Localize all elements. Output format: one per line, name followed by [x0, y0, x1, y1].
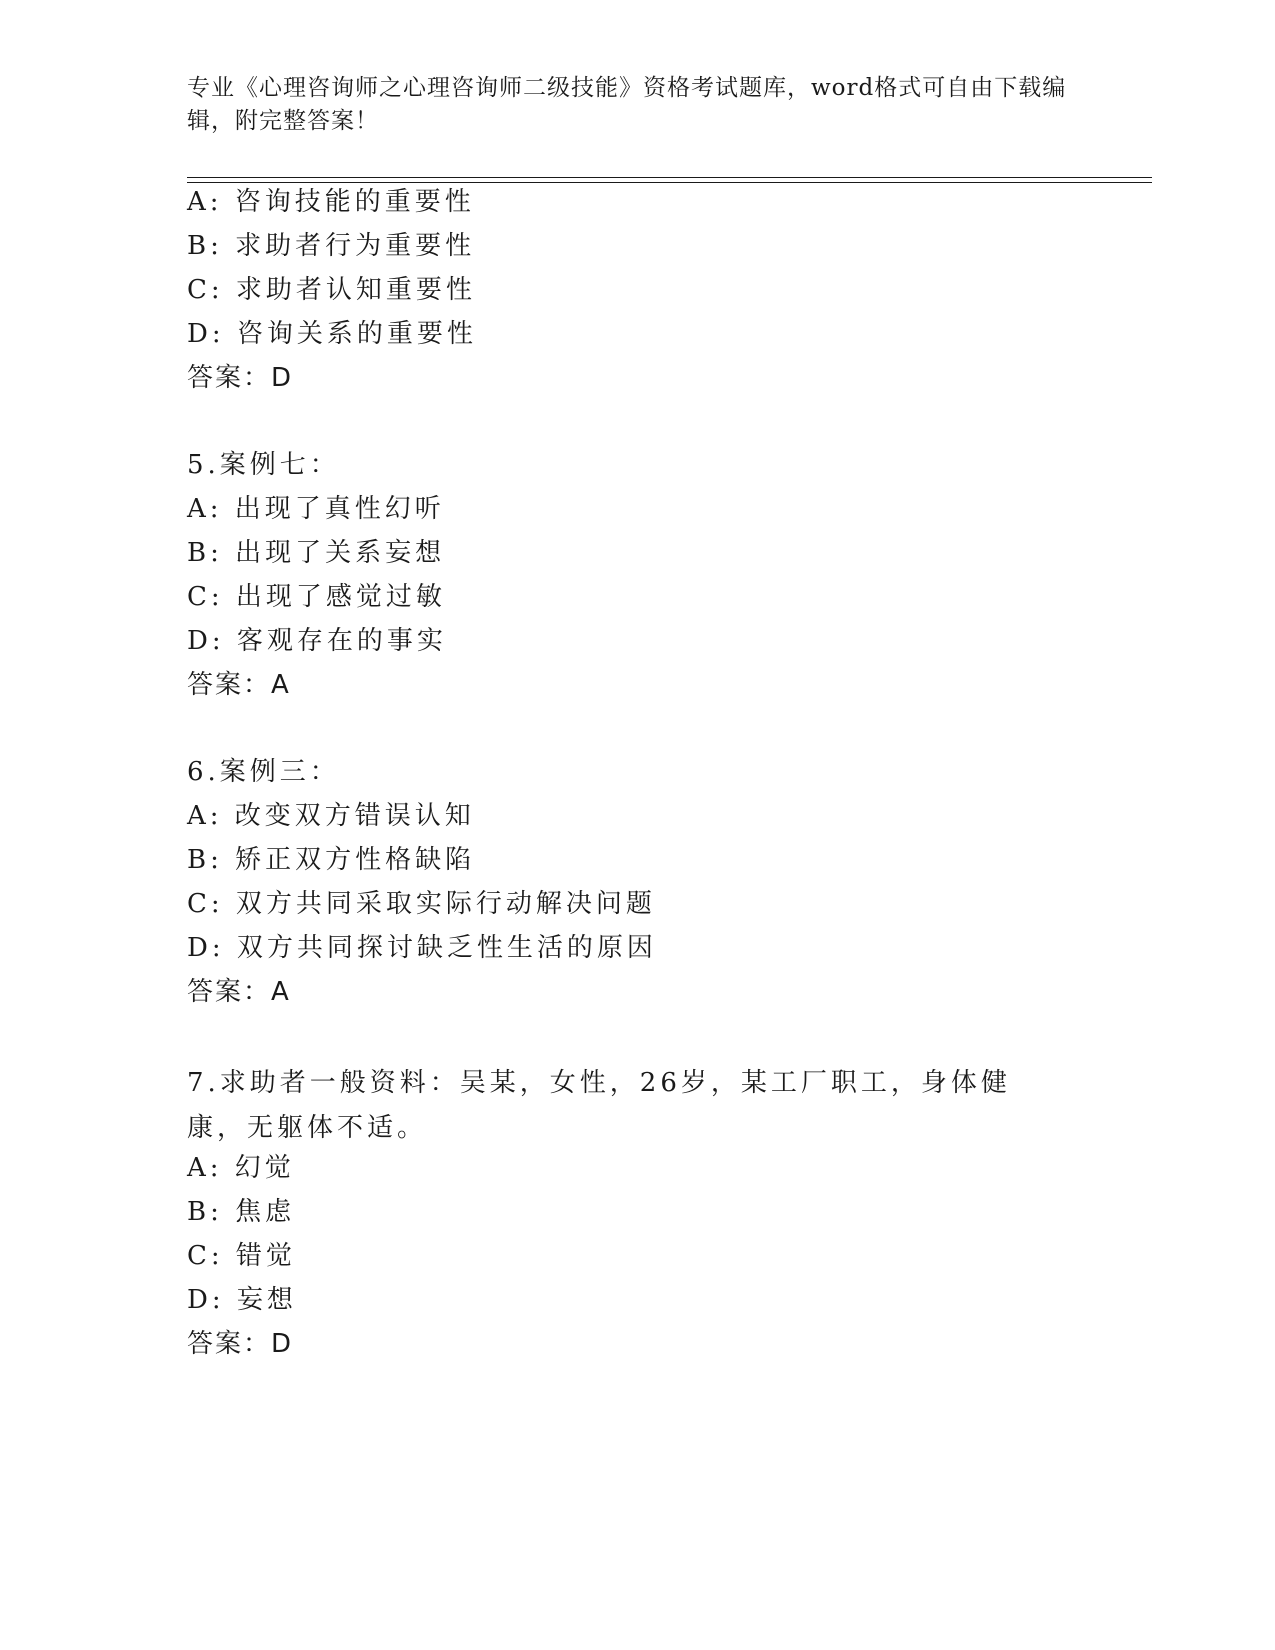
q5-stem: 5.案例七：: [187, 450, 340, 480]
q6-option-d: D: 双方共同探讨缺乏性生活的原因: [187, 933, 657, 963]
q4-option-b: B: 求助者行为重要性: [187, 231, 476, 261]
header-rule-top: [187, 177, 1152, 178]
q6-answer: 答案：A: [187, 977, 291, 1007]
q4-option-a: A: 咨询技能的重要性: [187, 187, 475, 217]
q7-option-b: B: 焦虑: [187, 1197, 296, 1227]
q7-option-c: C: 错觉: [187, 1241, 296, 1271]
q7-option-a: A: 幻觉: [187, 1153, 295, 1183]
q5-option-d: D: 客观存在的事实: [187, 626, 447, 656]
document-header-text: 专业《心理咨询师之心理咨询师二级技能》资格考试题库，word格式可自由下载编辑，附完整答案！: [187, 75, 1067, 134]
q4-answer: 答案：D: [187, 363, 294, 393]
q4-option-d: D: 咨询关系的重要性: [187, 319, 477, 349]
q5-option-c: C: 出现了感觉过敏: [187, 582, 446, 612]
q4-option-c: C: 求助者认知重要性: [187, 275, 476, 305]
q6-option-c: C: 双方共同采取实际行动解决问题: [187, 889, 656, 919]
q6-stem: 6.案例三：: [187, 757, 340, 787]
q7-stem: 7.求助者一般资料：吴某，女性，26岁，某工厂职工，身体健康，无躯体不适。: [187, 1068, 1011, 1143]
q5-answer: 答案：A: [187, 670, 291, 700]
q7-answer: 答案：D: [187, 1329, 294, 1359]
q5-option-b: B: 出现了关系妄想: [187, 538, 446, 568]
q6-option-a: A: 改变双方错误认知: [187, 801, 475, 831]
q6-option-b: B: 矫正双方性格缺陷: [187, 845, 476, 875]
header-rule-bottom: [187, 182, 1152, 183]
q7-option-d: D: 妄想: [187, 1285, 297, 1315]
q5-option-a: A: 出现了真性幻听: [187, 494, 445, 524]
